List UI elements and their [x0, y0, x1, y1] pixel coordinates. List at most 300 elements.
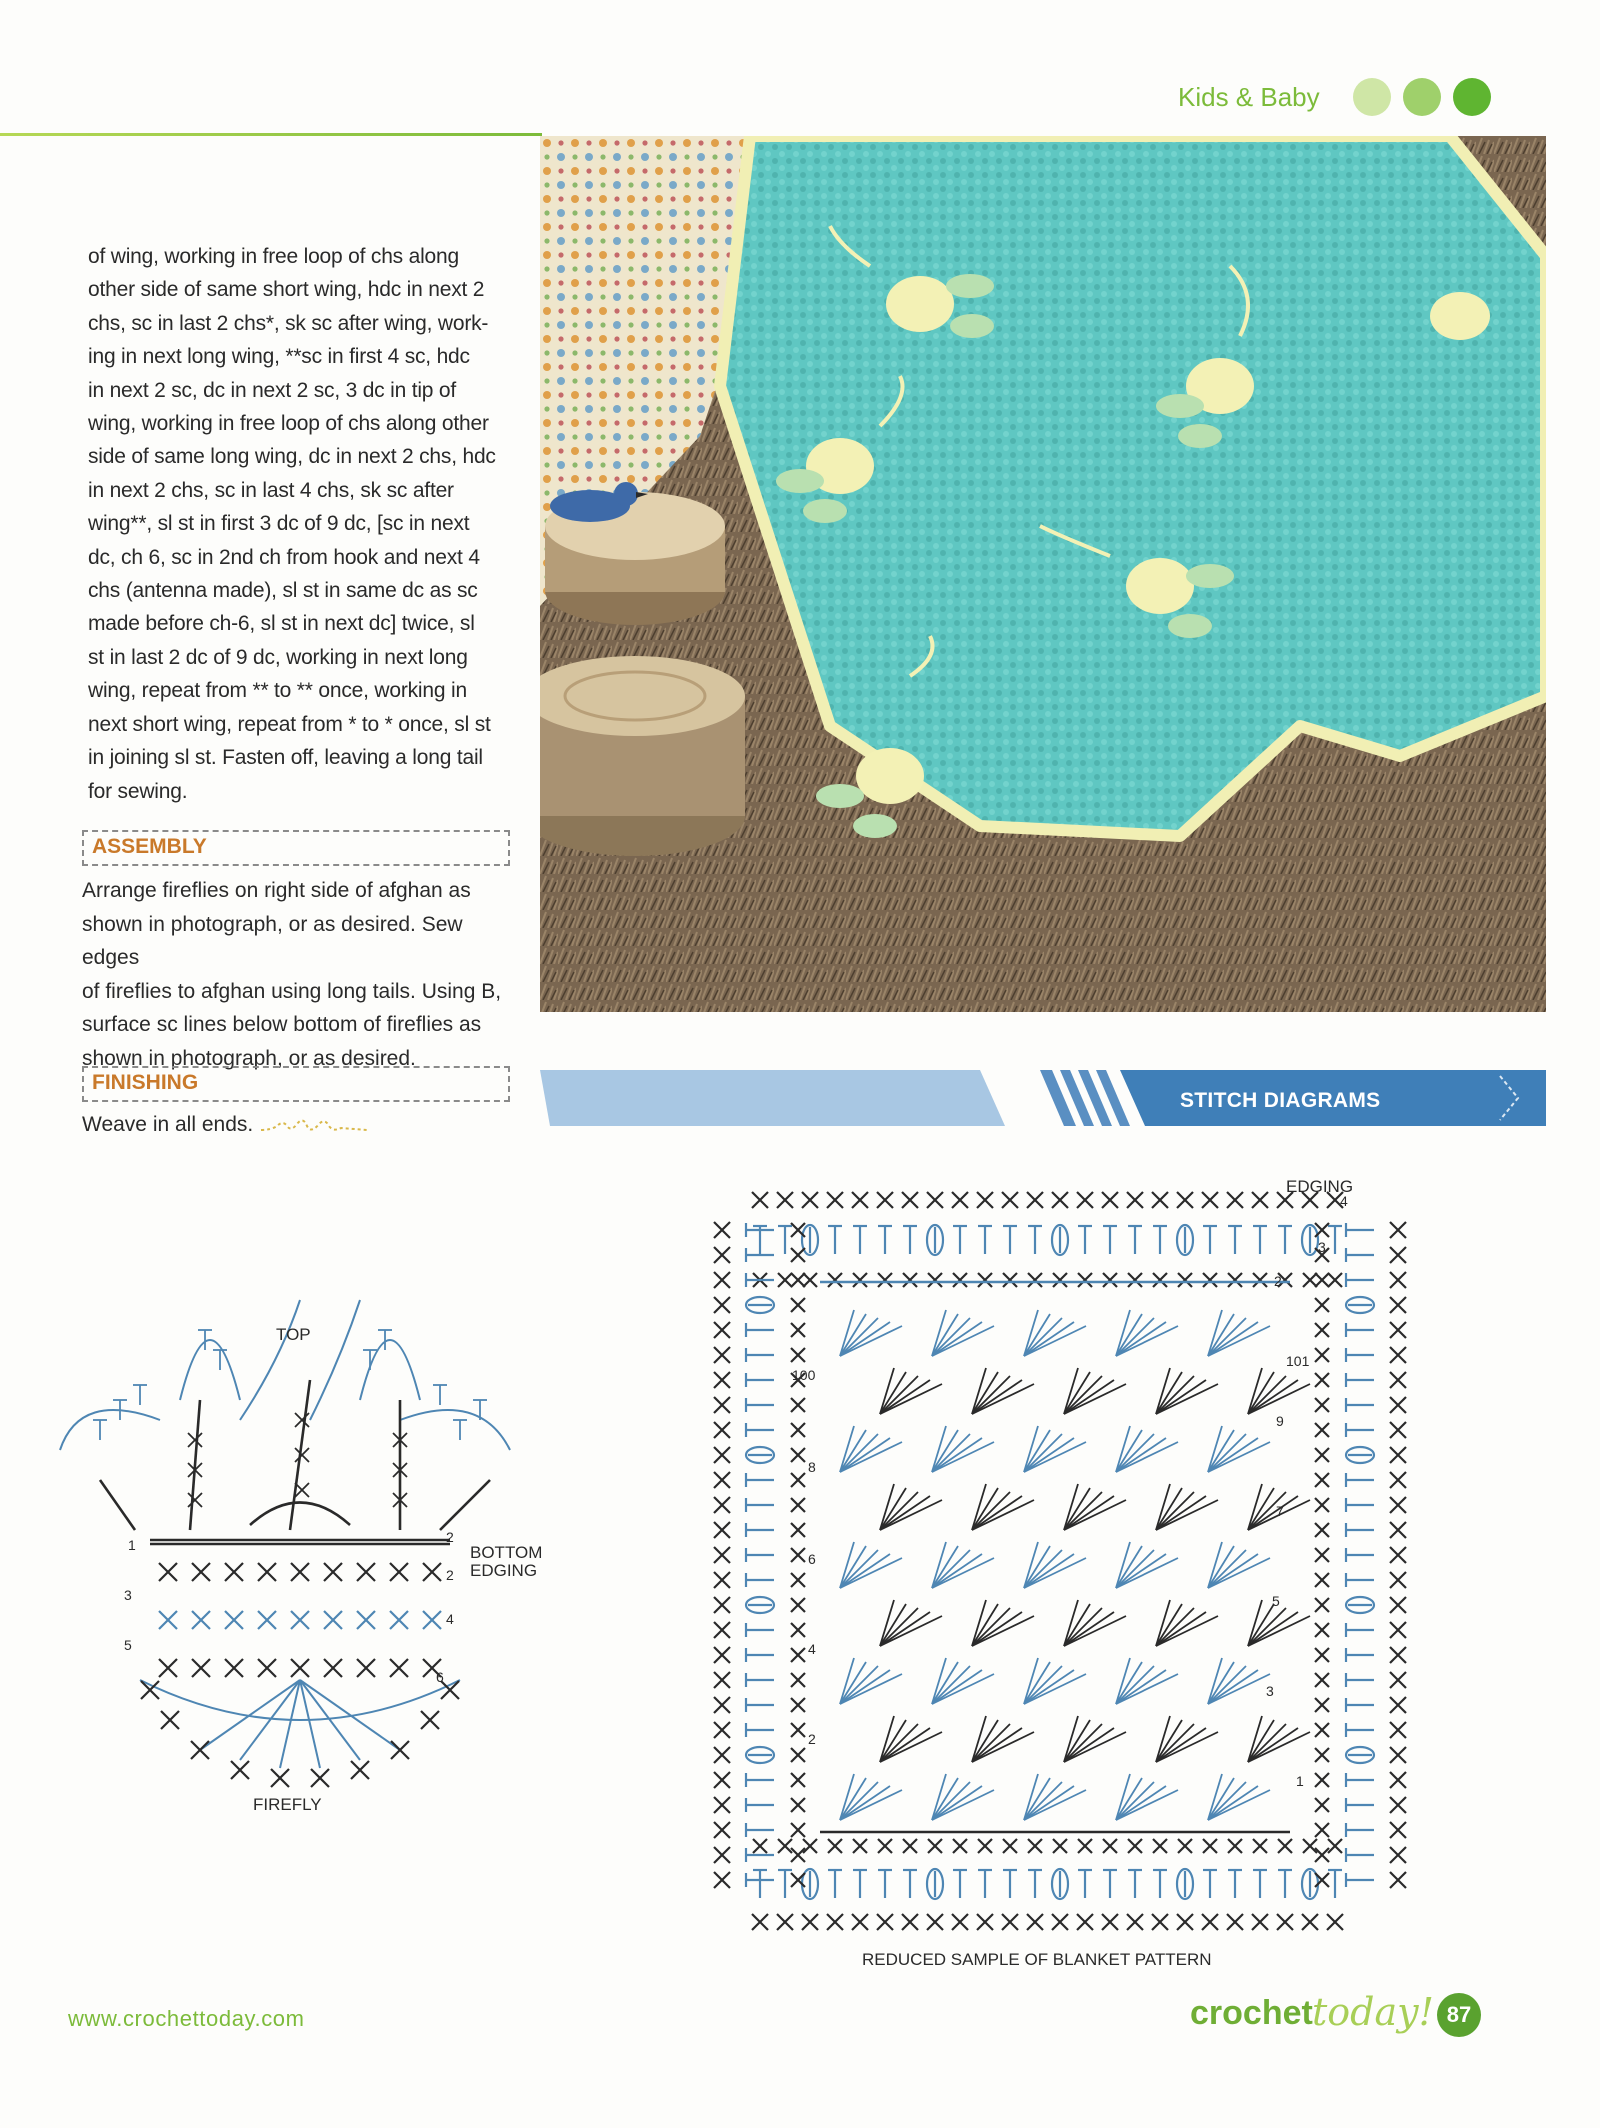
sc-stitch-icon	[802, 1192, 818, 1208]
blanket-edging-label: EDGING	[1286, 1177, 1354, 1196]
sc-stitch-icon	[928, 1273, 942, 1287]
sc-stitch-icon	[791, 1498, 805, 1512]
sc-stitch-icon	[258, 1659, 276, 1677]
sc-stitch-icon	[324, 1611, 342, 1629]
sc-stitch-icon	[714, 1872, 730, 1888]
sc-stitch-icon	[423, 1611, 441, 1629]
hdc-stitch-icon	[1346, 1848, 1374, 1862]
sc-stitch-icon	[1077, 1914, 1093, 1930]
sc-stitch-icon	[714, 1747, 730, 1763]
sc-stitch-icon	[791, 1823, 805, 1837]
sc-stitch-icon	[714, 1672, 730, 1688]
sc-stitch-icon	[1027, 1192, 1043, 1208]
dc-stitch-icon	[1248, 1728, 1298, 1762]
dc-stitch-icon	[972, 1728, 1022, 1762]
firefly-row-number: 6	[436, 1669, 444, 1685]
hdc-stitch-icon	[746, 1623, 774, 1637]
sc-stitch-icon	[291, 1563, 309, 1581]
sc-stitch-icon	[791, 1473, 805, 1487]
sc-stitch-icon	[902, 1192, 918, 1208]
dc-stitch-icon	[1064, 1496, 1114, 1530]
dc-stitch-icon	[1116, 1786, 1166, 1820]
sc-stitch-icon	[903, 1273, 917, 1287]
sc-stitch-icon	[423, 1563, 441, 1581]
sc-stitch-icon	[903, 1839, 917, 1853]
dc-stitch-icon	[1024, 1554, 1074, 1588]
hdc-stitch-icon	[746, 1823, 774, 1837]
sc-stitch-icon	[1278, 1839, 1292, 1853]
hdc-stitch-icon	[746, 1348, 774, 1362]
blanket-row-number: 4	[1340, 1193, 1348, 1209]
dc-stitch-icon	[1116, 1554, 1166, 1588]
sc-stitch-icon	[1328, 1273, 1342, 1287]
sc-stitch-icon	[295, 1483, 309, 1497]
sc-stitch-icon	[1390, 1322, 1406, 1338]
sc-stitch-icon	[1153, 1273, 1167, 1287]
sc-stitch-icon	[1303, 1839, 1317, 1853]
blanket-stitch-diagram	[690, 1170, 1430, 1980]
sc-stitch-icon	[791, 1698, 805, 1712]
blanket-row-number: 4	[808, 1641, 816, 1657]
sc-stitch-icon	[1315, 1773, 1329, 1787]
sc-stitch-icon	[791, 1523, 805, 1537]
hdc-stitch-icon	[1203, 1226, 1217, 1254]
dc-stitch-icon	[1116, 1670, 1166, 1704]
blanket-row-number: 5	[1272, 1593, 1280, 1609]
footer-logo-script: today!	[1312, 1990, 1434, 2034]
hdc-stitch-icon	[1346, 1273, 1374, 1287]
sc-stitch-icon	[714, 1572, 730, 1588]
dc-stitch-icon	[1024, 1438, 1074, 1472]
section-dot-light	[1353, 78, 1391, 116]
dc-stitch-icon	[1024, 1786, 1074, 1820]
dc-stitch-icon	[1156, 1612, 1206, 1646]
sc-stitch-icon	[1128, 1839, 1142, 1853]
hdc-stitch-icon	[778, 1226, 792, 1254]
dc-stitch-icon	[1248, 1496, 1298, 1530]
sc-stitch-icon	[1390, 1397, 1406, 1413]
dc-stitch-icon	[1064, 1380, 1114, 1414]
sc-stitch-icon	[1077, 1192, 1093, 1208]
sc-stitch-icon	[714, 1347, 730, 1363]
sc-stitch-icon	[159, 1659, 177, 1677]
instruction-line: for sewing.	[88, 779, 188, 803]
hdc-stitch-icon	[93, 1420, 107, 1440]
hdc-stitch-icon	[746, 1798, 774, 1812]
hdc-stitch-icon	[1328, 1226, 1342, 1254]
sc-stitch-icon	[1315, 1423, 1329, 1437]
dc-stitch-icon	[880, 1380, 930, 1414]
sc-stitch-icon	[1315, 1648, 1329, 1662]
hdc-stitch-icon	[1278, 1226, 1292, 1254]
sc-stitch-icon	[1052, 1914, 1068, 1930]
firefly-row-number: 4	[446, 1611, 454, 1627]
sc-stitch-icon	[791, 1798, 805, 1812]
hdc-stitch-icon	[828, 1226, 842, 1254]
sc-stitch-icon	[1315, 1798, 1329, 1812]
sc-stitch-icon	[1315, 1723, 1329, 1737]
dc-stitch-icon	[972, 1380, 1022, 1414]
hdc-stitch-icon	[1228, 1226, 1242, 1254]
sc-stitch-icon	[1315, 1348, 1329, 1362]
dc-stitch-icon	[840, 1670, 890, 1704]
hdc-stitch-icon	[1346, 1773, 1374, 1787]
sc-stitch-icon	[714, 1222, 730, 1238]
hdc-stitch-icon	[1346, 1873, 1374, 1887]
hdc-stitch-icon	[1346, 1798, 1374, 1812]
sc-stitch-icon	[852, 1192, 868, 1208]
sc-stitch-icon	[714, 1697, 730, 1713]
hdc-stitch-icon	[1028, 1870, 1042, 1898]
hdc-stitch-icon	[746, 1648, 774, 1662]
sc-stitch-icon	[1315, 1498, 1329, 1512]
dc-stitch-icon	[880, 1612, 930, 1646]
dc-stitch-icon	[932, 1786, 982, 1820]
sc-stitch-icon	[1102, 1914, 1118, 1930]
dc-stitch-icon	[1156, 1728, 1206, 1762]
sc-stitch-icon	[192, 1659, 210, 1677]
hdc-stitch-icon	[978, 1870, 992, 1898]
sc-stitch-icon	[1277, 1914, 1293, 1930]
sc-stitch-icon	[192, 1563, 210, 1581]
sc-stitch-icon	[1303, 1273, 1317, 1287]
sc-stitch-icon	[902, 1914, 918, 1930]
hdc-stitch-icon	[746, 1498, 774, 1512]
firefly-caption: FIREFLY	[253, 1795, 322, 1814]
sc-stitch-icon	[1390, 1797, 1406, 1813]
sc-stitch-icon	[1177, 1192, 1193, 1208]
blanket-photo	[540, 136, 1546, 1012]
blanket-row-number: 3	[1318, 1239, 1326, 1255]
hdc-stitch-icon	[878, 1870, 892, 1898]
sc-stitch-icon	[1390, 1447, 1406, 1463]
dc-stitch-icon	[1156, 1496, 1206, 1530]
hdc-stitch-icon	[746, 1573, 774, 1587]
sc-stitch-icon	[1390, 1522, 1406, 1538]
hdc-stitch-icon	[133, 1385, 147, 1405]
firefly-stitch-diagram	[40, 1280, 560, 1840]
sc-stitch-icon	[1002, 1192, 1018, 1208]
sc-stitch-icon	[1053, 1839, 1067, 1853]
header-rule	[0, 133, 542, 136]
hdc-stitch-icon	[1203, 1870, 1217, 1898]
sc-stitch-icon	[877, 1914, 893, 1930]
sc-stitch-icon	[1390, 1597, 1406, 1613]
sc-stitch-icon	[1177, 1914, 1193, 1930]
hdc-stitch-icon	[1346, 1498, 1374, 1512]
hdc-stitch-icon	[1103, 1226, 1117, 1254]
sc-stitch-icon	[952, 1914, 968, 1930]
sc-stitch-icon	[159, 1611, 177, 1629]
sc-stitch-icon	[188, 1493, 202, 1507]
sc-stitch-icon	[421, 1711, 439, 1729]
instruction-line: side of same long wing, dc in next 2 chs, hdc	[88, 445, 496, 469]
sc-stitch-icon	[714, 1397, 730, 1413]
sc-stitch-icon	[927, 1914, 943, 1930]
assembly-line: Arrange fireflies on right side of afghan as	[82, 879, 471, 902]
sc-stitch-icon	[714, 1622, 730, 1638]
hdc-stitch-icon	[1346, 1573, 1374, 1587]
hdc-stitch-icon	[828, 1870, 842, 1898]
sc-stitch-icon	[714, 1247, 730, 1263]
sc-stitch-icon	[1315, 1298, 1329, 1312]
blanket-row-number: 8	[808, 1459, 816, 1475]
hdc-stitch-icon	[978, 1226, 992, 1254]
sc-stitch-icon	[1102, 1192, 1118, 1208]
sc-stitch-icon	[1328, 1839, 1342, 1853]
hdc-stitch-icon	[1128, 1870, 1142, 1898]
sc-stitch-icon	[1390, 1747, 1406, 1763]
dc-stitch-icon	[932, 1322, 982, 1356]
sc-stitch-icon	[141, 1681, 159, 1699]
sc-stitch-icon	[714, 1647, 730, 1663]
hdc-stitch-icon	[746, 1698, 774, 1712]
firefly-row-number: 5	[124, 1637, 132, 1653]
sc-stitch-icon	[1390, 1497, 1406, 1513]
hdc-stitch-icon	[746, 1273, 774, 1287]
sc-stitch-icon	[827, 1914, 843, 1930]
sc-stitch-icon	[853, 1273, 867, 1287]
sc-stitch-icon	[791, 1548, 805, 1562]
yarn-squiggle-icon	[259, 1112, 369, 1138]
sc-stitch-icon	[390, 1659, 408, 1677]
sc-stitch-icon	[978, 1839, 992, 1853]
sc-stitch-icon	[1390, 1422, 1406, 1438]
sc-stitch-icon	[791, 1398, 805, 1412]
sc-stitch-icon	[1028, 1273, 1042, 1287]
sc-stitch-icon	[1390, 1472, 1406, 1488]
blanket-row-number: 100	[792, 1367, 816, 1383]
blanket-row-number: 101	[1286, 1353, 1310, 1369]
firefly-row-number: 2	[446, 1567, 454, 1583]
hdc-stitch-icon	[1346, 1548, 1374, 1562]
sc-stitch-icon	[1390, 1722, 1406, 1738]
hdc-stitch-icon	[1278, 1870, 1292, 1898]
sc-stitch-icon	[391, 1741, 409, 1759]
sc-stitch-icon	[878, 1839, 892, 1853]
sc-stitch-icon	[778, 1839, 792, 1853]
assembly-line: of fireflies to afghan using long tails. Using B,	[82, 979, 502, 1003]
sc-stitch-icon	[791, 1723, 805, 1737]
sc-stitch-icon	[714, 1497, 730, 1513]
dc-stitch-icon	[932, 1438, 982, 1472]
sc-stitch-icon	[791, 1323, 805, 1337]
instruction-line: in next 2 chs, sc in last 4 chs, sk sc after	[88, 478, 454, 502]
sc-stitch-icon	[791, 1623, 805, 1637]
hdc-stitch-icon	[746, 1323, 774, 1337]
hdc-stitch-icon	[1346, 1623, 1374, 1637]
blanket-row-number: 6	[808, 1551, 816, 1567]
instruction-line: of wing, working in free loop of chs along	[88, 245, 459, 268]
sc-stitch-icon	[1152, 1192, 1168, 1208]
sc-stitch-icon	[1390, 1272, 1406, 1288]
sc-stitch-icon	[714, 1597, 730, 1613]
sc-stitch-icon	[852, 1914, 868, 1930]
dc-stitch-icon	[1156, 1380, 1206, 1414]
hdc-stitch-icon	[1003, 1870, 1017, 1898]
hdc-stitch-icon	[1253, 1226, 1267, 1254]
sc-stitch-icon	[953, 1839, 967, 1853]
instruction-line: chs, sc in last 2 chs*, sk sc after wing, work-	[88, 311, 489, 335]
hdc-stitch-icon	[746, 1848, 774, 1862]
sc-stitch-icon	[231, 1761, 249, 1779]
hdc-stitch-icon	[753, 1870, 767, 1898]
sc-stitch-icon	[803, 1839, 817, 1853]
hdc-stitch-icon	[1003, 1226, 1017, 1254]
sc-stitch-icon	[791, 1748, 805, 1762]
hdc-stitch-icon	[878, 1226, 892, 1254]
sc-stitch-icon	[827, 1192, 843, 1208]
sc-stitch-icon	[1053, 1273, 1067, 1287]
sc-stitch-icon	[791, 1448, 805, 1462]
sc-stitch-icon	[1027, 1914, 1043, 1930]
dc-stitch-icon	[932, 1670, 982, 1704]
hdc-stitch-icon	[1153, 1870, 1167, 1898]
pattern-instructions	[88, 240, 518, 808]
sc-stitch-icon	[1315, 1398, 1329, 1412]
sc-stitch-icon	[714, 1322, 730, 1338]
instruction-line: chs (antenna made), sl st in same dc as sc	[88, 579, 478, 603]
sc-stitch-icon	[1153, 1839, 1167, 1853]
finishing-text	[82, 1108, 522, 1142]
sc-stitch-icon	[778, 1273, 792, 1287]
sc-stitch-icon	[1252, 1914, 1268, 1930]
section-label: Kids & Baby	[1178, 82, 1320, 112]
sc-stitch-icon	[714, 1372, 730, 1388]
sc-stitch-icon	[1028, 1839, 1042, 1853]
hdc-stitch-icon	[1128, 1226, 1142, 1254]
sc-stitch-icon	[192, 1611, 210, 1629]
dc-stitch-icon	[1208, 1670, 1258, 1704]
hdc-stitch-icon	[1346, 1373, 1374, 1387]
hdc-stitch-icon	[1346, 1648, 1374, 1662]
sc-stitch-icon	[714, 1272, 730, 1288]
sc-stitch-icon	[714, 1522, 730, 1538]
sc-stitch-icon	[1390, 1547, 1406, 1563]
hdc-stitch-icon	[746, 1773, 774, 1787]
hdc-stitch-icon	[473, 1400, 487, 1420]
sc-stitch-icon	[1315, 1573, 1329, 1587]
finishing-line: Weave in all ends.	[82, 1113, 254, 1136]
sc-stitch-icon	[714, 1472, 730, 1488]
blanket-row-number: 9	[1276, 1413, 1284, 1429]
sc-stitch-icon	[291, 1611, 309, 1629]
dc-stitch-icon	[840, 1554, 890, 1588]
sc-stitch-icon	[1315, 1823, 1329, 1837]
sc-stitch-icon	[225, 1611, 243, 1629]
sc-stitch-icon	[791, 1248, 805, 1262]
dc-stitch-icon	[972, 1612, 1022, 1646]
sc-stitch-icon	[828, 1273, 842, 1287]
sc-stitch-icon	[191, 1741, 209, 1759]
sc-stitch-icon	[271, 1769, 289, 1787]
hdc-stitch-icon	[363, 1350, 377, 1370]
hdc-stitch-icon	[1346, 1823, 1374, 1837]
dc-stitch-icon	[1024, 1670, 1074, 1704]
blanket-row-number: 2	[1274, 1273, 1282, 1289]
hdc-stitch-icon	[1028, 1226, 1042, 1254]
sc-stitch-icon	[791, 1773, 805, 1787]
sc-stitch-icon	[1390, 1247, 1406, 1263]
sc-stitch-icon	[1103, 1273, 1117, 1287]
sc-stitch-icon	[952, 1192, 968, 1208]
instruction-line: wing, repeat from ** to ** once, working in	[88, 679, 467, 703]
sc-stitch-icon	[1315, 1323, 1329, 1337]
sc-stitch-icon	[753, 1839, 767, 1853]
dc-stitch-icon	[1064, 1728, 1114, 1762]
hdc-stitch-icon	[746, 1523, 774, 1537]
hdc-stitch-icon	[746, 1373, 774, 1387]
sc-stitch-icon	[752, 1192, 768, 1208]
sc-stitch-icon	[1002, 1914, 1018, 1930]
sc-stitch-icon	[791, 1673, 805, 1687]
sc-stitch-icon	[1003, 1839, 1017, 1853]
sc-stitch-icon	[1315, 1673, 1329, 1687]
sc-stitch-icon	[1390, 1647, 1406, 1663]
sc-stitch-icon	[1052, 1192, 1068, 1208]
assembly-line: surface sc lines below bottom of fireflies as	[82, 1013, 482, 1036]
sc-stitch-icon	[1390, 1622, 1406, 1638]
dc-stitch-icon	[1116, 1438, 1166, 1472]
sc-stitch-icon	[1127, 1192, 1143, 1208]
sc-stitch-icon	[291, 1659, 309, 1677]
blanket-row-number: 7	[1276, 1503, 1284, 1519]
sc-stitch-icon	[1315, 1448, 1329, 1462]
hdc-stitch-icon	[1346, 1423, 1374, 1437]
sc-stitch-icon	[714, 1772, 730, 1788]
instruction-line: in joining sl st. Fasten off, leaving a long tail	[88, 746, 483, 770]
sc-stitch-icon	[311, 1769, 329, 1787]
instruction-line: st in last 2 dc of 9 dc, working in next long	[88, 645, 468, 669]
sc-stitch-icon	[953, 1273, 967, 1287]
sc-stitch-icon	[1127, 1914, 1143, 1930]
sc-stitch-icon	[1315, 1698, 1329, 1712]
blanket-row-number: 1	[1296, 1773, 1304, 1789]
sc-stitch-icon	[1390, 1672, 1406, 1688]
footer-logo-main: crochet	[1190, 1994, 1313, 2032]
sc-stitch-icon	[752, 1914, 768, 1930]
assembly-text	[82, 874, 522, 1075]
sc-stitch-icon	[927, 1192, 943, 1208]
finishing-heading-box	[82, 1066, 510, 1102]
sc-stitch-icon	[791, 1648, 805, 1662]
sc-stitch-icon	[1315, 1273, 1329, 1287]
hdc-stitch-icon	[746, 1398, 774, 1412]
stitch-diagrams-banner	[540, 1070, 1546, 1126]
sc-stitch-icon	[225, 1659, 243, 1677]
sc-stitch-icon	[977, 1914, 993, 1930]
firefly-row-number: 1	[128, 1537, 136, 1553]
sc-stitch-icon	[714, 1797, 730, 1813]
sc-stitch-icon	[791, 1273, 805, 1287]
instruction-line: ing in next long wing, **sc in first 4 sc, hdc	[88, 345, 470, 369]
sc-stitch-icon	[1178, 1273, 1192, 1287]
sc-stitch-icon	[791, 1598, 805, 1612]
sc-stitch-icon	[1202, 1192, 1218, 1208]
dc-stitch-icon	[1208, 1438, 1258, 1472]
hdc-stitch-icon	[853, 1226, 867, 1254]
sc-stitch-icon	[791, 1848, 805, 1862]
blanket-caption: REDUCED SAMPLE OF BLANKET PATTERN	[862, 1950, 1212, 1969]
sc-stitch-icon	[1253, 1273, 1267, 1287]
hdc-stitch-icon	[953, 1226, 967, 1254]
blanket-row-number: 2	[808, 1731, 816, 1747]
section-dot-mid	[1403, 78, 1441, 116]
hdc-stitch-icon	[453, 1420, 467, 1440]
instruction-line: wing, working in free loop of chs along other	[88, 412, 489, 436]
sc-stitch-icon	[1302, 1914, 1318, 1930]
hdc-stitch-icon	[1103, 1870, 1117, 1898]
